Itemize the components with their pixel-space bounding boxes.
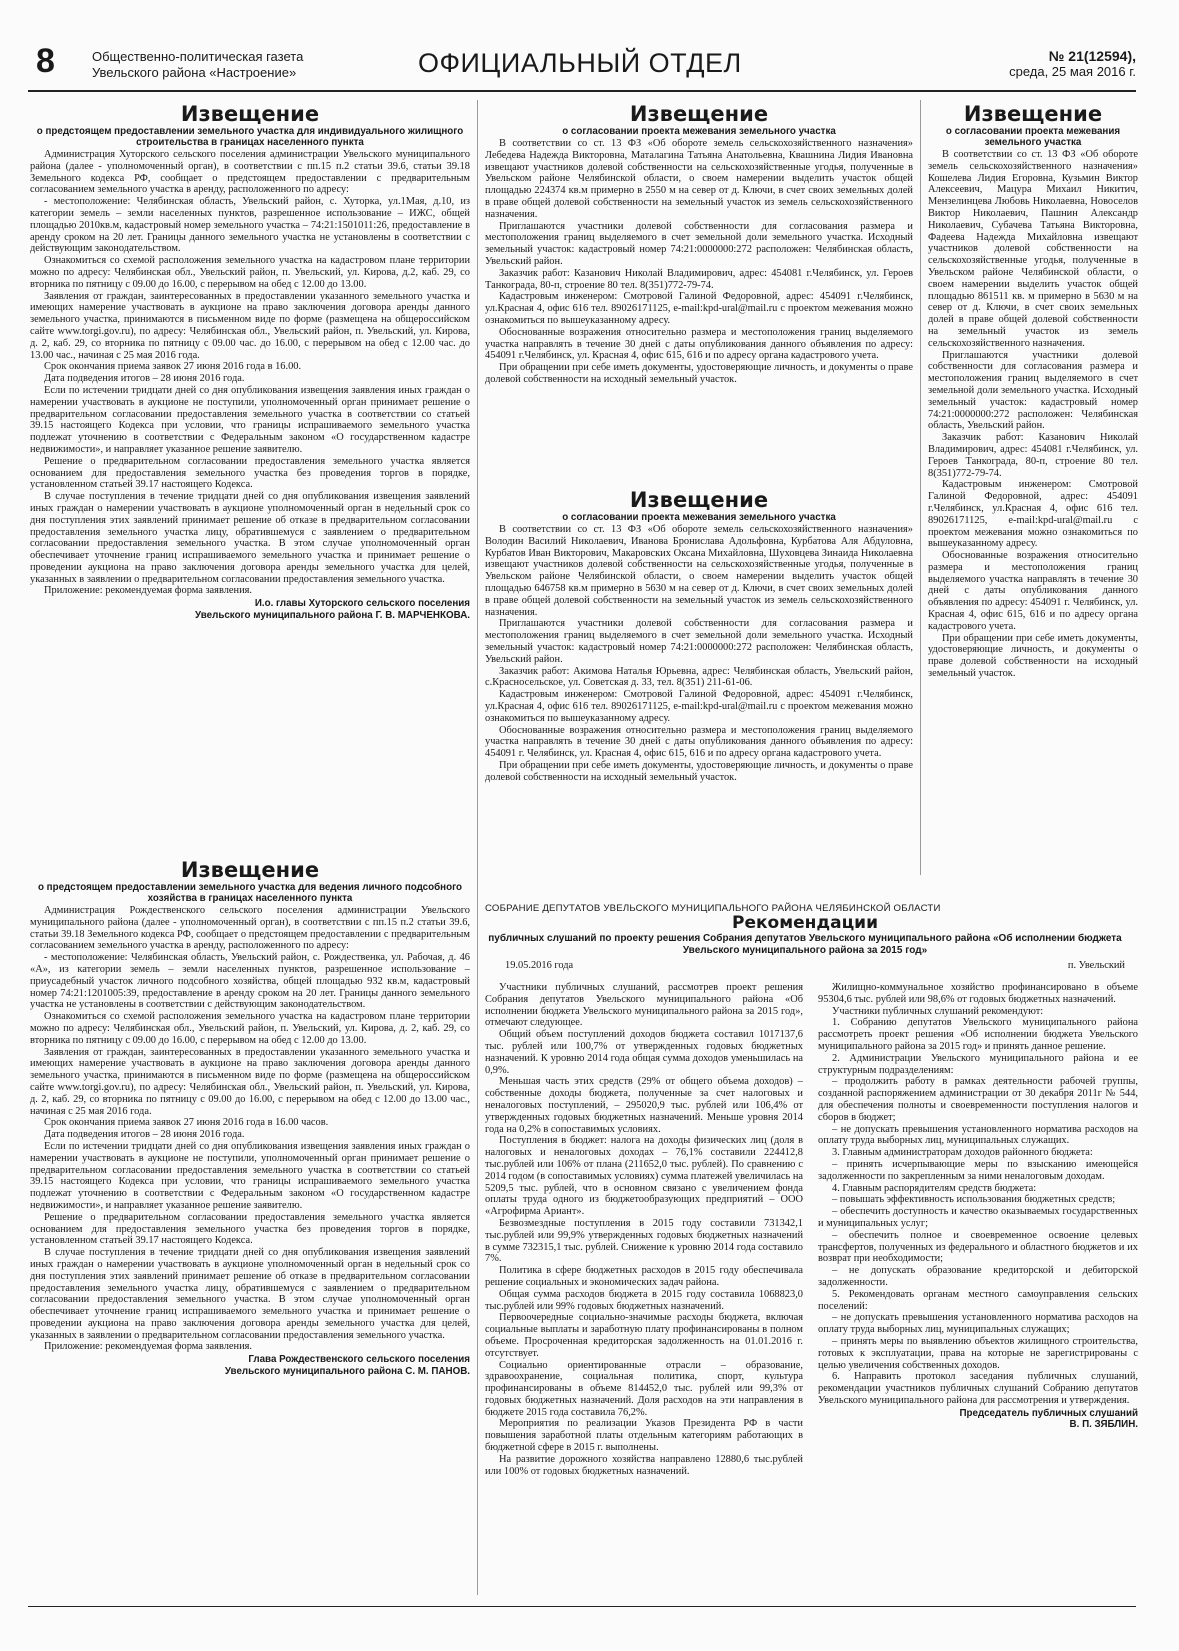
recommendations-meta	[505, 960, 1125, 972]
notice-mezhevanie-1	[485, 102, 913, 386]
article-body: Администрация Рождественского сельского поселения администрации Увельского муниципального района (далее - уполномоченный орган), в соответствии с пп.15 п.2 статьи 39.6, статьи 39.18 Земельного кодекса РФ, сообщает о предстоящем предоставлении с предварительным согласованием земельного участка в аренду, расположенного по адресу: - местоположение: Челябинская область, Увельский район, с. Рождественка, ул. Рабочая, д. 46 «А», из категории земель – земли населенных пунктов, разрешенное использование – приусадебный участок личного подсобного хозяйства, общей площадью 932 кв.м, кадастровый номер 74:21:1201005:39, предоставление в аренду сроком на 20 лет. Границы данного земельного участка не установлены в соответствии с действующим законодательством. Ознакомиться со схемой расположения земельного участка на кадастровом плане территории можно по адресу: Челябинская обл., Увельский район, п. Увельский, ул. Кирова, д. 2, каб. 29, со вторника по пятницу с 09.00 до 16.00, с перерывом на обед с 12.00 до 13.00. Заявления от граждан, заинтересованных в предоставлении указанного земельного участка и имеющих намерение участвовать в аукционе на право заключения договора аренды данного земельного участка, принимаются в письменном виде по форме (размещена на общероссийском сайте www.torgi.gov.ru), по адресу: Челябинская обл., Увельский район, п. Увельский, ул. Кирова, д. 2, каб. 29, со вторника по пятницу с 09.00 до 16.00, с перерывом на обед с 12.00 до 13.00 час., начиная с 25 мая 2016 года. Срок окончания приема заявок 27 июня 2016 года в 16.00 часов. Дата подведения итогов – 28 июня 2016 года. Если по истечении тридцати дней со дня опубликования извещения заявления иных граждан о намерении участвовать в аукционе не поступили, уполномоченный орган принимает решение о предварительном согласовании предоставления земельного участка в соответствии со статьей 39.15 настоящего Кодекса при условии, что границы испрашиваемого земельного участка подлежат уточнению в соответствии с Федеральным законом «О государственном кадастре недвижимости», и направляет указанное решение заявителю. Решение о предварительном согласовании предоставления земельного участка является основанием для предоставления земельного участка без проведения торгов в порядке, установленном статьей 39.17 настоящего Кодекса. В случае поступления в течение тридцати дней со дня опубликования извещения заявлений иных граждан о намерении участвовать в аукционе уполномоченный орган в недельный срок со дня поступления этих заявлений принимает решение об отказе в предварительном согласовании предоставления земельного участка лицу, обратившемуся с заявлением о предварительном согласовании предоставления земельного участка. В этом случае уполномоченный орган обеспечивает уточнение границ испрашиваемого земельного участка и принимает решение о проведении аукциона на право заключения договора аренды земельного участка для целей, указанных в заявлении о предварительном согласовании предоставления земельного участка. Приложение: рекомендуемая форма заявления.	[30, 905, 470, 1353]
article-subtitle: о согласовании проекта межевания земельного участка	[562, 126, 836, 137]
article-subtitle: о предстоящем предоставлении земельного участка для индивидуального жилищного строительства в границах населенного пункта	[36, 126, 464, 148]
notice-khutorka	[30, 102, 470, 621]
article-body: Жилищно-коммунальное хозяйство профинансировано в объеме 95304,6 тыс. рублей или 98,6% от годовых бюджетных назначений. Участники публичных слушаний рекомендуют: 1. Собранию депутатов Увельского муниципального района рассмотреть проект решения «Об исполнении бюджета Увельского муниципального района за 2015 год» и принять данное решение. 2. Администрации Увельского муниципального района и ее структурным подразделениям: – продолжить работу в рамках деятельности рабочей группы, созданной распоряжением администрации от 30 декабря 2011г № 544, для обеспечения полноты и своевременности поступления налогов и сборов в бюджет; – не допускать превышения установленного норматива расходов на оплату труда выборных лиц, муниципальных служащих. 3. Главным администраторам доходов районного бюджета: – принять исчерпывающие меры по взысканию имеющейся задолженности по закрепленным за ними неналоговым доходам. 4. Главным распорядителям средств бюджета: – повышать эффективность использования бюджетных средств; – обеспечить доступность и качество оказываемых государственных и муниципальных услуг; – обеспечить полное и своевременное освоение целевых трансфертов, полученных из федерального и областного бюджетов и их возврат при необходимости; – не допускать образование кредиторской и дебиторской задолженности. 5. Рекомендовать органам местного самоуправления сельских поселений: – не допускать превышения установленного норматива расходов на оплату труда выборных лиц, муниципальных служащих; – принять меры по выявлению объектов жилищного строительства, готовых к эксплуатации, права на которые не зарегистрированы с целью увеличения собственных доходов. 6. Направить протокол заседания публичных слушаний, рекомендации участников публичных слушаний Собранию депутатов Увельского муниципального района для рассмотрения и утверждения.	[818, 982, 1138, 1406]
notice-rozhdestvenka	[30, 858, 470, 1377]
article-body: Администрация Хуторского сельского поселения администрации Увельского муниципального района (далее - уполномоченный орган), в соответствии с пп.15 п.2 статьи 39.6, статьи 39.18 Земельного кодекса РФ, сообщает о предстоящем предоставлении с предварительным согласованием земельного участка в аренду, расположенного по адресу: - местоположение: Челябинская область, Увельский район, с. Хуторка, ул.1Мая, д.10, из категории земель – земли населенных пунктов, разрешенное использование – ИЖС, общей площадью 2010кв.м, кадастровый номер земельного участка – 74:21:1501011:26, предоставление в аренду сроком на 20 лет. Границы данного земельного участка не установлены в соответствии с действующим законодательством. Ознакомиться со схемой расположения земельного участка на кадастровом плане территории можно по адресу: Челябинская обл., Увельский район, п. Увельский, ул. Кирова, д.2, каб. 29, со вторника по пятницу с 09.00 до 16.00, с перерывом на обед с 12.00 до 13.00. Заявления от граждан, заинтересованных в предоставлении указанного земельного участка и имеющих намерение участвовать в аукционе на право заключения договора аренды данного земельного участка, принимаются в письменном виде по форме (размещена на общероссийском сайте www.torgi.gov.ru), по адресу: Челябинская обл., Увельский район, п. Увельский, ул. Кирова, д. 2, каб. 29, со вторника по пятницу с 09.00 час. до 16.00, с перерывом на обед с 12.00 час. до 13.00 час., начиная с 25 мая 2016 года. Срок окончания приема заявок 27 июня 2016 года в 16.00. Дата подведения итогов – 28 июня 2016 года. Если по истечении тридцати дней со дня опубликования извещения заявления иных граждан о намерении участвовать в аукционе не поступили, уполномоченный орган принимает решение о предварительном согласовании предоставления земельного участка в соответствии со статьей 39.15 настоящего Кодекса при условии, что границы испрашиваемого земельного участка подлежат уточнению в соответствии с Федеральным законом «О государственном кадастре недвижимости», и направляет указанное решение заявителю. Решение о предварительном согласовании предоставления земельного участка является основанием для предоставления земельного участка без проведения торгов в порядке, установленном статьей 39.17 настоящего Кодекса. В случае поступления в течение тридцати дней со дня опубликования извещения заявлений иных граждан о намерении участвовать в аукционе уполномоченный орган в недельный срок со дня поступления этих заявлений принимает решение об отказе в предварительном согласовании предоставления земельного участка лицу, обратившемуся с заявлением о предварительном согласовании предоставления земельного участка. В этом случае уполномоченный орган обеспечивает уточнение границ испрашиваемого земельного участка и принимает решение о проведении аукциона на право заключения договора аренды земельного участка для целей, указанных в заявлении о предварительном согласовании предоставления земельного участка. Приложение: рекомендуемая форма заявления.	[30, 149, 470, 597]
column-rule	[477, 100, 478, 1595]
notice-mezhevanie-3	[928, 102, 1138, 680]
recommendations-date: 19.05.2016 года	[505, 960, 574, 971]
article-body: В соответствии со ст. 13 ФЗ «Об обороте земель сельскохозяйственного назначения» Лебедева Надежда Викторовна, Маталагина Татьяна Анатольевна, Квашнина Лидия Ивановна извещают участников долевой собственности на сельскохозяйственные угодья, полученные в Увельском районе Челябинской области, о своем намерении выделить участок общей площадью 224374 кв.м примерно в 2550 м на север от д. Ключи, в счет своих земельных долей в праве общей долевой собственности на земельный участок из земель сельскохозяйственного назначения. Приглашаются участники долевой собственности для согласования размера и местоположения границ выделяемого в счет земельной доли земельного участка. Исходный земельный участок: кадастровый номер 74:21:0000000:272 расположен: Челябинская область, Увельский район. Заказчик работ: Казанович Николай Владимирович, адрес: 454081 г.Челябинск, ул. Героев Танкограда, 80-п, строение 80 тел. 8(351)772-79-74. Кадастровым инженером: Смотровой Галиной Федоровной, адрес: 454091 г.Челябинск, ул.Красная 4, офис 616 тел. 89026171125, e-mail:kpd-ural@mail.ru с проектом межевания можно ознакомиться по вышеуказанному адресу. Обоснованные возражения относительно размера и местоположения границ выделяемого участка направлять в течение 30 дней с даты опубликования данного объявления по адресу: 454091 г.Челябинск, ул. Красная 4, офис 615, 616 и по адресу органа кадастрового учета. При обращении при себе иметь документы, удостоверяющие личность, и документы о праве долевой собственности на исходный земельный участок.	[485, 138, 913, 385]
article-title: Извещение	[180, 102, 320, 126]
article-body: В соответствии со ст. 13 ФЗ «Об обороте земель сельскохозяйственного назначения» Кошелева Лидия Егоровна, Кузьмин Виктор Алексеевич, Мацура Михаил Никитич, Мензелинцева Любовь Николаевна, Новоселов Виктор Николаевич, Пашнин Александр Николаевич, Субачева Татьяна Викторовна, Фадеева Надежда Михайловна извещают участников долевой собственности на сельскохозяйственные угодья, полученные в Увельском районе Челябинской области, о своем намерении выделить участок общей площадью 861511 кв. м примерно в 5630 м на север от д. Ключи, в счет своих земельных долей в праве общей долевой собственности на земельный участок из земель сельскохозяйственного назначения. Приглашаются участники долевой собственности для согласования размера и местоположения границ выделяемого в счет земельной доли земельного участка. Исходный земельный участок: кадастровый номер 74:21:0000000:272 расположен: Челябинская область, Увельский район. Заказчик работ: Казанович Николай Владимирович, адрес: 454081 г.Челябинск, ул. Героев Танкограда, 80-п, строение 80 тел. 8(351)772-79-74. Кадастровым инженером: Смотровой Галиной Федоровной, адрес: 454091 г.Челябинск, ул.Красная 4, офис 616 тел. 89026171125, e-mail:kpd-ural@mail.ru с проектом межевания можно ознакомиться по вышеуказанному адресу. Обоснованные возражения относительно размера и местоположения границ выделяемого участка направлять в течение 30 дней с даты опубликования данного объявления по адресу: 454091 г. Челябинск, ул. Красная 4, офис 615, 616 и по адресу органа кадастрового учета. При обращении при себе иметь документы, удостоверяющие личность, и документы о праве долевой собственности на исходный земельный участок.	[928, 149, 1138, 680]
article-subtitle: о согласовании проекта межевания земельного участка	[945, 126, 1121, 148]
signature: Председатель публичных слушаний В. П. ЗЯБЛИН.	[959, 1407, 1138, 1431]
article-title: Извещение	[180, 858, 320, 882]
recommendations-kicker: СОБРАНИЕ ДЕПУТАТОВ УВЕЛЬСКОГО МУНИЦИПАЛЬНОГО РАЙОНА ЧЕЛЯБИНСКОЙ ОБЛАСТИ	[485, 903, 941, 914]
section-title: ОФИЦИАЛЬНЫЙ ОТДЕЛ	[418, 48, 742, 78]
recommendations-subtitle: публичных слушаний по проекту решения Собрания депутатов Увельского муниципального района «Об исполнении бюджета Увельского муниципального района за 2015 год»	[488, 933, 1122, 956]
page-header	[28, 32, 1136, 88]
article-subtitle: о предстоящем предоставлении земельного участка для ведения личного подсобного хозяйства в границах населенного пункта	[37, 882, 463, 904]
publication-name: Общественно-политическая газета Увельского района «Настроение»	[92, 49, 304, 80]
header-rule	[28, 90, 1136, 92]
article-body: В соответствии со ст. 13 ФЗ «Об обороте земель сельскохозяйственного назначения» Володин Василий Николаевич, Иванова Бронислава Адольфовна, Курбатова Аля Абдуловна, Курбатов Иван Викторович, Макаровских Оксана Михайловна, Шуховцева Зинаида Николаевна извещают участников долевой собственности на сельскохозяйственные угодья, полученные в Увельском районе Челябинской области, о своем намерении выделить участок общей площадью 646758 кв.м примерно в 5630 м на север от д. Ключи, в счет своих земельных долей в праве общей долевой собственности на земельный участок из земель сельскохозяйственного назначения. Приглашаются участники долевой собственности для согласования размера и местоположения границ выделяемого в счет земельной доли земельного участка. Исходный земельный участок: кадастровый номер 74:21:0000000:272 расположен: Челябинская область, Увельский район. Заказчик работ: Акимова Наталья Юрьевна, адрес: Челябинская область, Увельский район, с.Красносельское, ул. Советская д. 33, тел. 8(351) 211-61-06. Кадастровым инженером: Смотровой Галиной Федоровной, адрес: 454091 г.Челябинск, ул.Красная 4, офис 616 тел. 89026171125, e-mail:kpd-ural@mail.ru с проектом межевания можно ознакомиться по вышеуказанному адресу. Обоснованные возражения относительно размера и местоположения границ выделяемого участка направлять в течение 30 дней с даты опубликования данного объявления по адресу: 454091 г. Челябинск, ул. Красная 4, офис 615, 616 и по адресу органа кадастрового учета. При обращении при себе иметь документы, удостоверяющие личность, и документы о праве долевой собственности на исходный земельный участок.	[485, 524, 913, 783]
issue-info	[1009, 48, 1136, 80]
article-title: Извещение	[629, 488, 769, 512]
article-subtitle: о согласовании проекта межевания земельного участка	[562, 512, 836, 523]
signature: И.о. главы Хуторского сельского поселения Увельского муниципального района Г. В. МАРЧЕНКОВА.	[195, 598, 470, 621]
column-rule	[920, 100, 921, 875]
signature: Глава Рождественского сельского поселения Увельского муниципального района С. М. ПАНОВ.	[224, 1354, 470, 1377]
article-title: Извещение	[629, 102, 769, 126]
issue-number: № 21(12594),	[1048, 48, 1136, 64]
recommendations-title: Рекомендации	[731, 913, 878, 933]
recommendations-right-column	[818, 982, 1138, 1431]
recommendations-place: п. Увельский	[1067, 960, 1125, 971]
page-number: 8	[36, 42, 55, 80]
footer-rule	[28, 1606, 1136, 1607]
article-body: Участники публичных слушаний, рассмотрев проект решения Собрания депутатов Увельского муниципального района «Об исполнении бюджета Увельского муниципального района за 2015 год», отмечают следующее. Общий объем поступлений доходов бюджета составил 1017137,6 тыс. рублей или 100,7% от утвержденных годовых бюджетных назначений. К уровню 2014 года общая сумма доходов уменьшилась на 0,9%. Меньшая часть этих средств (29% от общего объема доходов) – собственные доходы бюджета, полученные за счет налоговых и неналоговых поступлений, – 295020,9 тыс. рублей или 106,4% от утвержденных годовых бюджетных назначений. Меньше уровня 2014 года на 0,2% в сопоставимых условиях. Поступления в бюджет: налога на доходы физических лиц (доля в налоговых и неналоговых доходах – 76,1% составили 224412,8 тыс.рублей или 106% от плана (211652,0 тыс. рублей). По сравнению с 2014 годом (в сопоставимых условиях) сумма платежей увеличилась на 5209,5 тыс. рублей, что в основном связано с увеличением фонда оплаты труда одного из бюджетообразующих предприятий – ООО «Агрофирма Ариант». Безвозмездные поступления в 2015 году составили 731342,1 тыс.рублей или 99,9% утвержденных годовых бюджетных назначений в сумме 732315,1 тыс. рублей. Снижение к уровню 2014 года составило 7%. Политика в сфере бюджетных расходов в 2015 году обеспечивала решение социальных и экономических задач района. Общая сумма расходов бюджета в 2015 году составила 1068823,0 тыс.рублей или 99% годовых бюджетных назначений. Первоочередные социально-значимые расходы бюджета, включая социальные выплаты и заработную плату профинансированы в полном объеме. Просроченная кредиторская задолженность на 01.01.2016 г. отсутствует. Социально ориентированные отрасли – образование, здравоохранение, социальная политика, спорт, культура профинансированы в объеме 814452,0 тыс. рублей или 99,3% от годовых бюджетных назначений. Доля расходов на эти направления в бюджете 2015 года составила 76,2%. Мероприятия по реализации Указов Президента РФ в части повышения заработной платы отдельным категориям работающих в бюджетной сфере в 2015 г. выполнены. На развитие дорожного хозяйства направлено 12880,6 тыс.рублей или 100% от годовых бюджетных назначений.	[485, 982, 803, 1477]
issue-date: среда, 25 мая 2016 г.	[1009, 64, 1136, 79]
article-title: Извещение	[963, 102, 1103, 126]
recommendations-left-column	[485, 982, 803, 1477]
notice-mezhevanie-2	[485, 488, 913, 784]
